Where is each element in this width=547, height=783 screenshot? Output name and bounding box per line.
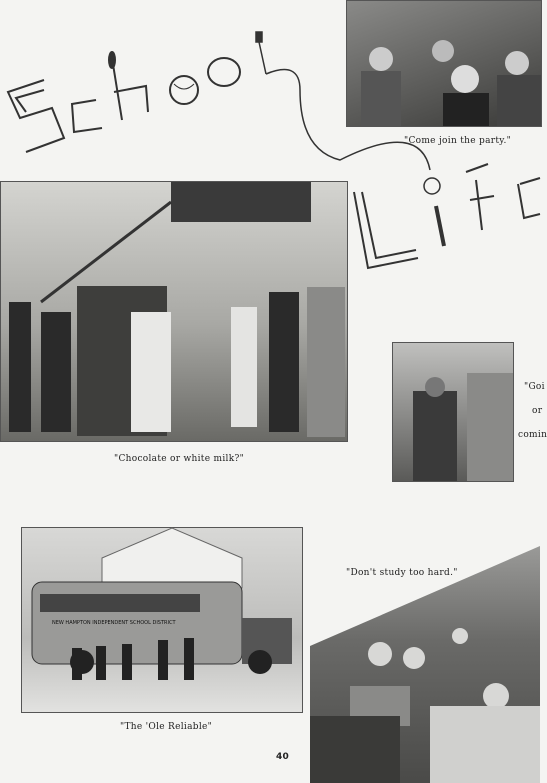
photo-side-art <box>393 343 513 481</box>
caption-study: "Don't study too hard." <box>346 568 458 578</box>
photo-party-art <box>347 1 541 126</box>
letter-f-fork <box>466 164 494 230</box>
caption-party: "Come join the party." <box>404 136 512 146</box>
caption-side-2: or <box>532 406 543 416</box>
photo-bus <box>21 527 303 713</box>
photo-side <box>392 342 514 482</box>
letter-o-tape <box>208 58 240 86</box>
page-number: 40 <box>276 752 290 762</box>
letter-e-ruler <box>518 178 540 218</box>
letter-o-ball <box>170 76 198 104</box>
photo-milk-art <box>1 182 347 441</box>
letter-s-ruler <box>8 80 64 152</box>
letter-h-brush <box>109 52 148 120</box>
caption-milk: "Chocolate or white milk?" <box>114 454 245 464</box>
photo-milk-line <box>0 181 348 442</box>
letter-c-pencil <box>72 100 102 132</box>
caption-side-3: comin <box>518 430 547 440</box>
letter-i-pen <box>436 206 444 246</box>
letter-l-ruler <box>354 192 418 268</box>
bus-sign: NEW HAMPTON INDEPENDENT SCHOOL DISTRICT <box>52 620 176 626</box>
caption-bus: "The 'Ole Reliable" <box>120 722 213 732</box>
photo-party <box>346 0 542 127</box>
photo-bus-art <box>22 528 302 712</box>
caption-side-1: "Goi <box>524 382 545 392</box>
